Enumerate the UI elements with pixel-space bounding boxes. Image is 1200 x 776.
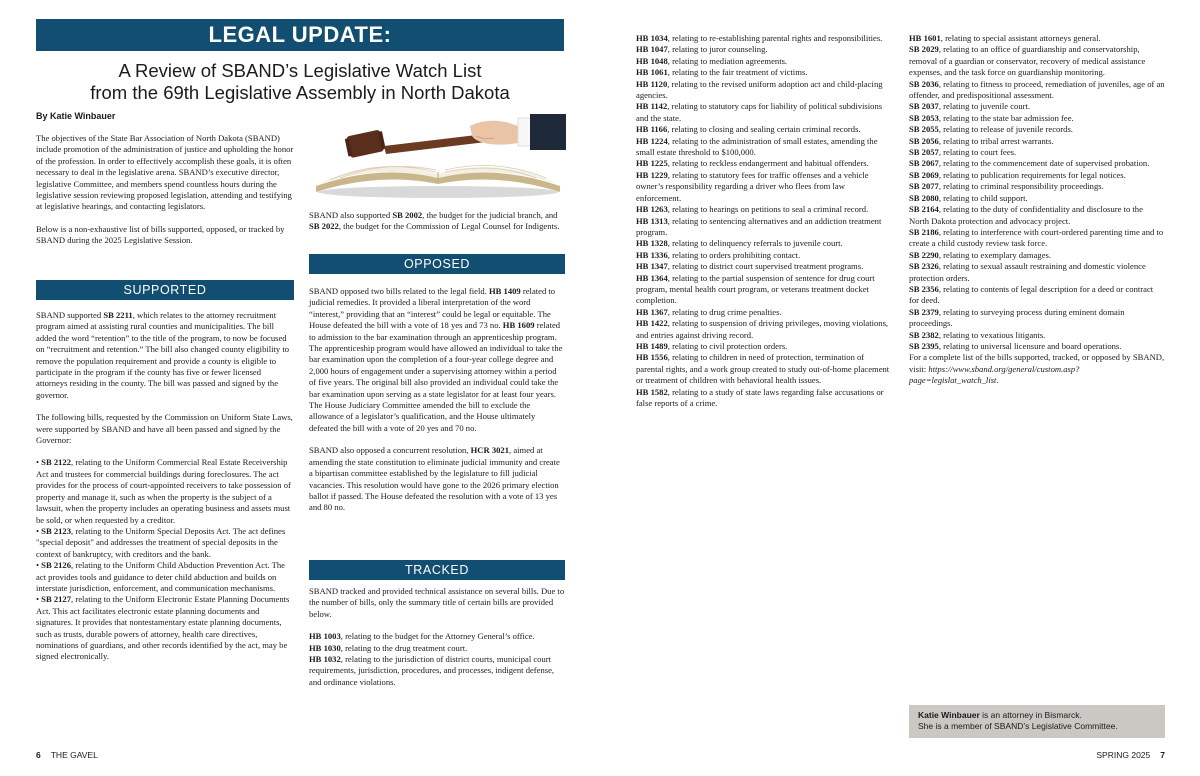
list-item: • SB 2126, relating to the Uniform Child Abduction Prevention Act. The act provides tools and guidance to deter child abduction and builds on interstate jurisdiction, enforcement, and communication mechanisms. xyxy=(36,560,285,593)
supported-section xyxy=(36,310,294,663)
list-item: • SB 2123, relating to the Uniform Special Deposits Act. The act defines "special deposit" and addresses the treatment of special deposits in the context of bankruptcy, with creditors and the bank. xyxy=(36,525,286,559)
list-item: SB 2056, relating to tribal arrest warrants. xyxy=(909,135,1054,146)
page-number-left: 6 xyxy=(36,750,41,760)
list-item: HB 1061, relating to the fair treatment of victims. xyxy=(636,67,808,78)
list-item: HB 1034, relating to re-establishing parental rights and responsibilities. xyxy=(636,33,883,43)
list-item: HB 1030, relating to the drug treatment court. xyxy=(309,642,468,653)
byline: By Katie Winbauer xyxy=(36,111,116,121)
list-item: SB 2037, relating to juvenile court. xyxy=(909,101,1031,112)
list-item: HB 1313, relating to sentencing alternatives and an addiction treatment program. xyxy=(636,215,882,237)
tracked-list-col3 xyxy=(636,33,892,409)
page-number-right: 7 xyxy=(1160,750,1165,760)
list-item: SB 2382, relating to vexatious litigants. xyxy=(909,329,1046,340)
list-item: SB 2057, relating to court fees. xyxy=(909,147,1017,158)
list-item: SB 2067, relating to the commencement date of supervised probation. xyxy=(909,158,1150,169)
footer-right xyxy=(1096,750,1165,760)
list-item: HB 1364, relating to the partial suspension of sentence for drug court program, mental health court program, or veterans treatment docket completion. xyxy=(636,272,875,306)
list-item: SB 2379, relating to surveying process during eminent domain proceedings. xyxy=(909,306,1125,329)
tracked-list-col2 xyxy=(309,631,565,688)
section-header-supported: SUPPORTED xyxy=(36,280,294,300)
bio-line-1: Katie Winbauer is an attorney in Bismarck. xyxy=(918,710,1082,720)
list-item: HB 1489, relating to civil protection orders. xyxy=(636,340,788,351)
list-item: HB 1336, relating to orders prohibiting contact. xyxy=(636,249,801,260)
title-line-2: from the 69th Legislative Assembly in North Dakota xyxy=(90,82,510,103)
list-item: HB 1263, relating to hearings on petitions to seal a criminal record. xyxy=(636,204,869,215)
supported-paragraph-2: The following bills, requested by the Commission on Uniform State Laws, were supported by SBAND and have all been passed and signed by the Governor: xyxy=(36,412,293,446)
list-item: SB 2069, relating to publication requirements for legal notices. xyxy=(909,169,1126,180)
list-item: SB 2326, relating to sexual assault restraining and domestic violence protection orders. xyxy=(909,261,1146,283)
uniform-laws-list xyxy=(36,457,294,662)
section-header-opposed: OPPOSED xyxy=(309,254,565,274)
list-item: HB 1347, relating to district court supervised treatment programs. xyxy=(636,261,864,272)
list-item: • SB 2122, relating to the Uniform Commercial Real Estate Receivership Act and trustees for commercial buildings during foreclosures. The act provides for the process of court-appointed receivers to take possession of property and manage it, such as when the property is the subject of a lawsuit, when the property includes an operating business and assets must be sold, or when requested by a creditor. xyxy=(36,457,291,525)
opposed-section xyxy=(309,286,565,514)
author-bio-box xyxy=(909,705,1165,738)
intro-paragraph-1: The objectives of the State Bar Association of North Dakota (SBAND) include promotion of the administration of justice and upholding the honor of the profession. In order to effectively accomplish these goals, it is often necessary to deal in the legislative arena. SBAND’s executive director, legislative Committee, and members spend countless hours during the legislative session reviewing proposed legislation, attending and testifying at legislative hearings, and contacting legislators. xyxy=(36,133,294,212)
gavel-on-book-photo xyxy=(310,112,566,202)
intro-paragraph-2: Below is a non-exhaustive list of bills supported, opposed, or tracked by SBAND during the 2025 Legislative Session. xyxy=(36,223,285,246)
list-item: SB 2080, relating to child support. xyxy=(909,192,1028,203)
footer-left xyxy=(36,750,98,760)
list-item: HB 1142, relating to statutory caps for liability of political subdivisions and the state. xyxy=(636,101,883,123)
list-item: HB 1229, relating to statutory fees for traffic offenses and a vehicle owner’s responsibility regarding a driver who flees from law enforcement. xyxy=(636,169,869,203)
list-item: SB 2186, relating to interference with court-ordered parenting time and to create a child custody review task force. xyxy=(909,226,1164,249)
list-item: HB 1367, relating to drug crime penalties. xyxy=(636,306,782,317)
list-item: SB 2164, relating to the duty of confidentiality and disclosure to the North Dakota protection and advocacy project. xyxy=(909,204,1143,226)
intro-text xyxy=(36,133,294,247)
tracked-section xyxy=(309,586,565,688)
supported-paragraph-3: SBAND also supported SB 2002, the budget for the judicial branch, and SB 2022, the budget for the Commission of Legal Counsel for Indigents. xyxy=(309,210,560,232)
list-item: HB 1003, relating to the budget for the Attorney General’s office. xyxy=(309,631,535,642)
list-item: • SB 2127, relating to the Uniform Electronic Estate Planning Documents Act. This act facilitates electronic estate planning documents and signatures. It provides that nontestamentary estate planning documents, such as trusts, durable powers of attorney, health care directives, nominations of guardians, and other records identified by the act, may be signed electronically. xyxy=(36,594,290,662)
title-line-1: A Review of SBAND’s Legislative Watch List xyxy=(118,60,482,81)
opposed-paragraph-2: SBAND also opposed a concurrent resolution, HCR 3021, aimed at amending the state constitution to eliminate judicial immunity and create a bipartisan committee established by the legislature to fill judicial vacancies. This resolution would have gone to the 2026 primary election ballot if passed. The House defeated the resolution with a vote of 13 yes and 80 no. xyxy=(309,445,560,513)
bio-line-2: She is a member of SBAND’s Legislative Committee. xyxy=(918,721,1118,731)
supported-paragraph-1: SBAND supported SB 2211, which relates to the attorney recruitment program aimed at assisting rural counties and municipalities. The bill added the word “retention” to the title of the program, to now be focused on “recruitment and retention.” The bill also changed county eligibility to remove the population requirement and provide a county is eligible to participate in the program if the county has five or fewer licensed attorneys residing in the county. The bill was passed and signed by the governor. xyxy=(36,310,290,400)
list-item: HB 1556, relating to children in need of protection, termination of parental rights, and a work group created to study out-of-home placement or treatment of children with behavioral health issues. xyxy=(636,352,890,386)
closing-note: For a complete list of the bills supported, tracked, or opposed by SBAND, visit: https://www.sband.org/general/custom.asp?page=legislat_watch_list. xyxy=(909,352,1165,386)
list-item: HB 1048, relating to mediation agreements. xyxy=(636,55,788,66)
list-item: HB 1225, relating to reckless endangerment and habitual offenders. xyxy=(636,158,869,169)
article-banner: LEGAL UPDATE: xyxy=(36,19,564,51)
supported-budgets xyxy=(309,210,565,233)
list-item: HB 1601, relating to special assistant attorneys general. xyxy=(909,33,1101,43)
list-item: SB 2055, relating to release of juvenile records. xyxy=(909,124,1073,135)
list-item: SB 2395, relating to universal licensure and board operations. xyxy=(909,340,1122,351)
section-header-tracked: TRACKED xyxy=(309,560,565,580)
list-item: SB 2356, relating to contents of legal description for a deed or contract for deed. xyxy=(909,283,1154,306)
list-item: HB 1032, relating to the jurisdiction of district courts, municipal court requirements, jurisdiction, procedures, and processes, indigent defense, and ordinance violations. xyxy=(309,654,555,687)
watch-list-link[interactable]: https://www.sband.org/general/custom.asp?page=legislat_watch_list xyxy=(909,363,1080,386)
gavel-book-illustration xyxy=(310,112,566,202)
list-item: HB 1120, relating to the revised uniform adoption act and child-placing agencies. xyxy=(636,78,883,101)
list-item: HB 1224, relating to the administration of small estates, amending the small estate threshold to $100,000. xyxy=(636,135,878,158)
list-item: SB 2036, relating to fitness to proceed, remediation of juveniles, age of an offender, and predispositional assessment. xyxy=(909,78,1165,101)
list-item: SB 2077, relating to criminal responsibility proceedings. xyxy=(909,181,1104,192)
tracked-list-col4 xyxy=(909,33,1165,387)
list-item: HB 1166, relating to closing and sealing certain criminal records. xyxy=(636,124,861,135)
article-title xyxy=(36,60,564,104)
opposed-paragraph-1: SBAND opposed two bills related to the legal field. HB 1409 related to judicial remedies. It provided a liberal interpretation of the word “interest,” providing that an “interest” could be legal or equitable. The House defeated the bill with a vote of 18 yes and 73 no. HB 1609 related to admission to the bar examination through an apprenticeship program. The apprenticeship program would have allowed an individual to take the bar examination upon the completion of a four-year college degree and 2,000 hours of engagement under a supervising attorney within a period of five years. The original bill also provided an individual could take the bar examination upon serving as a state legislator for at least four years. The House Judiciary Committee amended the bill to exclude the allowance of a legislator’s qualification, and the House ultimately defeated the bill with a vote of 20 yes and 70 no. xyxy=(309,286,563,433)
issue-name: SPRING 2025 xyxy=(1096,750,1151,760)
list-item: SB 2053, relating to the state bar admission fee. xyxy=(909,112,1074,123)
list-item: HB 1582, relating to a study of state laws regarding false accusations or false reports of a crime. xyxy=(636,386,884,408)
tracked-intro: SBAND tracked and provided technical assistance on several bills. Due to the number of bills, only the summary title of certain bills are provided below. xyxy=(309,586,565,619)
list-item: HB 1328, relating to delinquency referrals to juvenile court. xyxy=(636,238,843,249)
list-item: SB 2029, relating to an office of guardianship and conservatorship, removal of a guardian or conservator, recovery of medical assistance expenses, and the task force on guardianship monitoring. xyxy=(909,44,1146,78)
list-item: HB 1422, relating to suspension of driving privileges, moving violations, and entries against driving record. xyxy=(636,318,889,340)
publication-name: THE GAVEL xyxy=(50,750,98,760)
list-item: SB 2290, relating to exemplary damages. xyxy=(909,249,1052,260)
list-item: HB 1047, relating to juror counseling. xyxy=(636,44,768,55)
